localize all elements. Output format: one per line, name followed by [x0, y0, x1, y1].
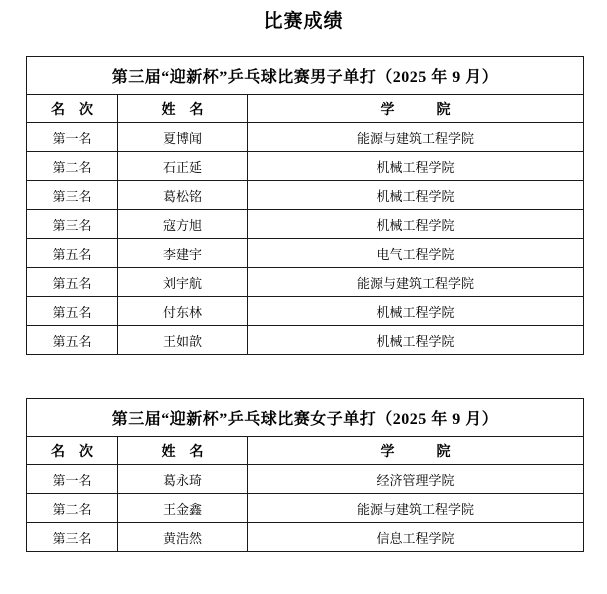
table-row	[27, 152, 584, 181]
rank-cell: 第五名	[27, 326, 118, 355]
name-cell: 寇方旭	[118, 210, 248, 239]
college-cell: 机械工程学院	[248, 181, 584, 210]
table-men-singles	[26, 56, 584, 355]
table-women-singles	[26, 398, 584, 552]
table-body	[27, 465, 584, 552]
name-cell: 李建宇	[118, 239, 248, 268]
rank-column-header: 名 次	[27, 95, 118, 123]
table-row	[27, 268, 584, 297]
name-cell: 刘宇航	[118, 268, 248, 297]
table-title: 第三届“迎新杯”乒乓球比赛男子单打（2025 年 9 月）	[27, 57, 584, 95]
college-cell: 机械工程学院	[248, 326, 584, 355]
table-row	[27, 181, 584, 210]
college-cell: 信息工程学院	[248, 523, 584, 552]
rank-cell: 第二名	[27, 152, 118, 181]
name-column-header: 姓 名	[118, 95, 248, 123]
rank-column-header: 名 次	[27, 437, 118, 465]
name-cell: 石正延	[118, 152, 248, 181]
college-cell: 电气工程学院	[248, 239, 584, 268]
table-row	[27, 297, 584, 326]
rank-cell: 第一名	[27, 465, 118, 494]
name-cell: 葛松铭	[118, 181, 248, 210]
table-row	[27, 239, 584, 268]
name-cell: 王如歆	[118, 326, 248, 355]
rank-cell: 第三名	[27, 181, 118, 210]
college-cell: 机械工程学院	[248, 210, 584, 239]
name-cell: 王金鑫	[118, 494, 248, 523]
college-cell: 机械工程学院	[248, 152, 584, 181]
name-cell: 夏博闻	[118, 123, 248, 152]
college-cell: 能源与建筑工程学院	[248, 494, 584, 523]
table-row	[27, 523, 584, 552]
rank-cell: 第五名	[27, 239, 118, 268]
table-row	[27, 123, 584, 152]
table-title: 第三届“迎新杯”乒乓球比赛女子单打（2025 年 9 月）	[27, 399, 584, 437]
table-row	[27, 210, 584, 239]
name-cell: 黄浩然	[118, 523, 248, 552]
college-cell: 能源与建筑工程学院	[248, 268, 584, 297]
table-header-row	[27, 95, 584, 123]
rank-cell: 第三名	[27, 210, 118, 239]
college-cell: 经济管理学院	[248, 465, 584, 494]
name-column-header: 姓 名	[118, 437, 248, 465]
rank-cell: 第五名	[27, 268, 118, 297]
table-header-row	[27, 437, 584, 465]
college-column-header: 学 院	[248, 437, 584, 465]
college-cell: 能源与建筑工程学院	[248, 123, 584, 152]
table-row	[27, 494, 584, 523]
table-row	[27, 465, 584, 494]
table-body	[27, 123, 584, 355]
rank-cell: 第三名	[27, 523, 118, 552]
college-cell: 机械工程学院	[248, 297, 584, 326]
college-column-header: 学 院	[248, 95, 584, 123]
page-title: 比赛成绩	[263, 10, 344, 32]
name-cell: 葛永琦	[118, 465, 248, 494]
name-cell: 付东林	[118, 297, 248, 326]
table-title-row	[27, 399, 584, 437]
rank-cell: 第一名	[27, 123, 118, 152]
rank-cell: 第二名	[27, 494, 118, 523]
table-title-row	[27, 57, 584, 95]
table-row	[27, 326, 584, 355]
rank-cell: 第五名	[27, 297, 118, 326]
